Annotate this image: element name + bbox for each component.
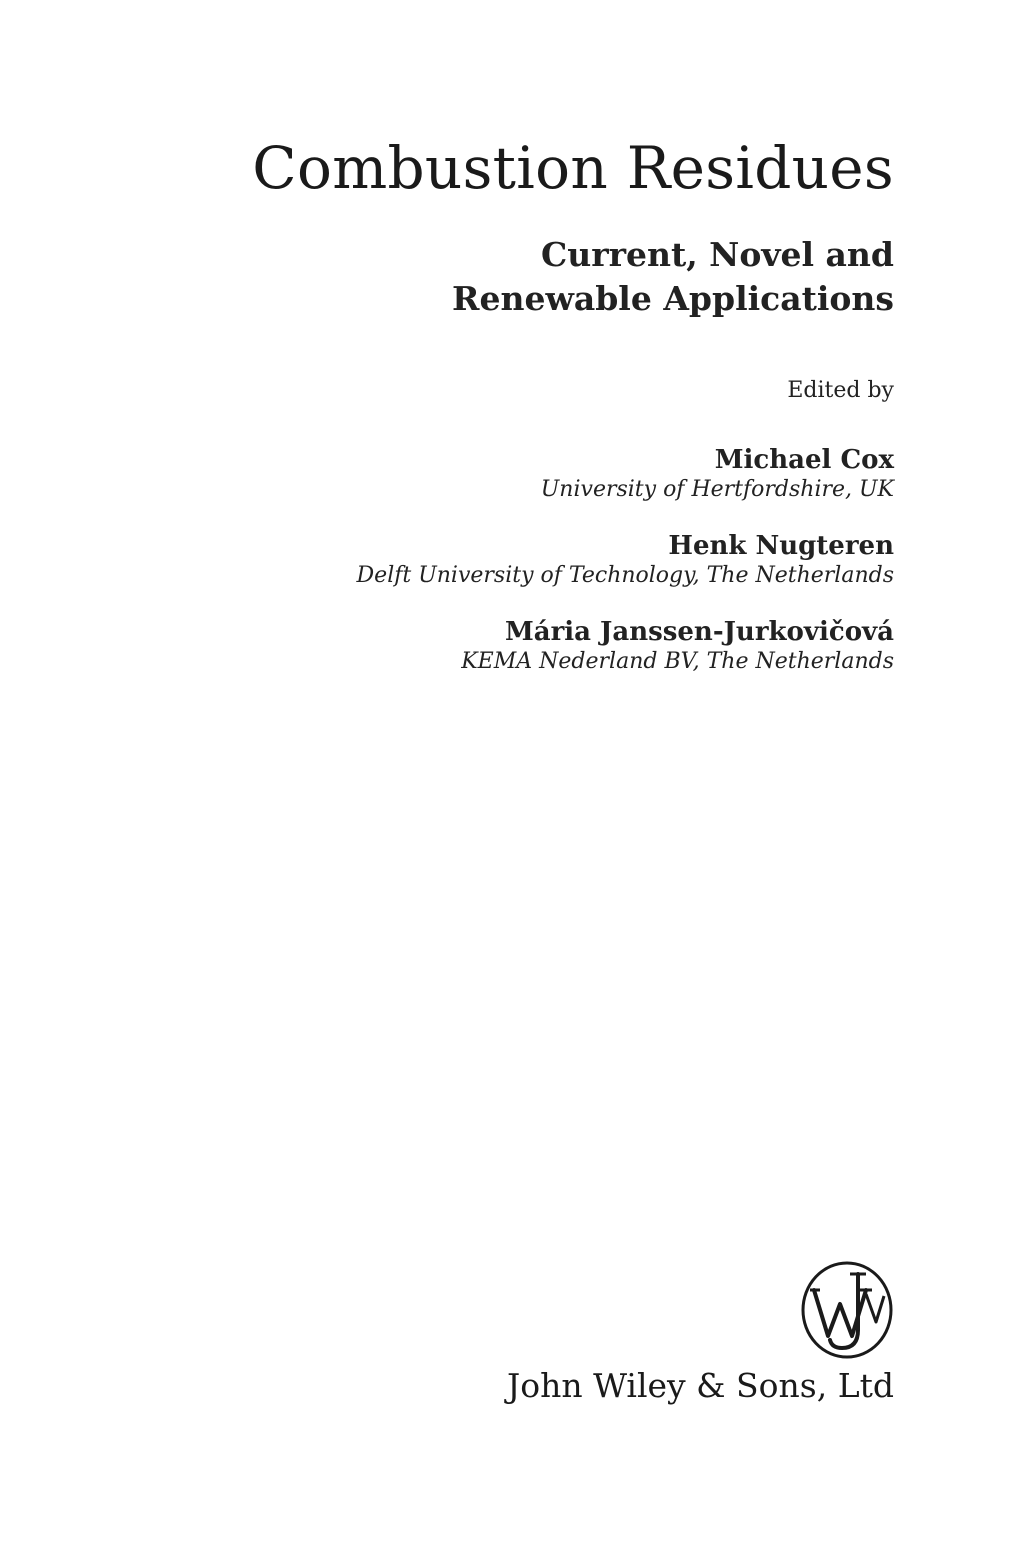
- publisher-name: John Wiley & Sons, Ltd: [506, 1366, 894, 1405]
- editor-affiliation: KEMA Nederland BV, The Netherlands: [461, 649, 894, 674]
- editor-affiliation: Delft University of Technology, The Netherlands: [356, 563, 894, 588]
- editor-name: Michael Cox: [714, 445, 894, 475]
- editor-block: [357, 530, 894, 590]
- editor-block: [541, 444, 894, 504]
- wiley-jw-logo-icon: [800, 1260, 894, 1360]
- editor-affiliation: University of Hertfordshire, UK: [540, 477, 894, 502]
- editor-name: Henk Nugteren: [668, 531, 894, 561]
- subtitle-line-2: Renewable Applications: [452, 279, 894, 318]
- subtitle-line-1: Current, Novel and: [540, 235, 894, 274]
- editor-name: Mária Janssen-Jurkovičová: [504, 617, 894, 647]
- book-subtitle: [452, 233, 894, 321]
- edited-by-label: Edited by: [787, 378, 894, 403]
- editor-block: [461, 616, 894, 676]
- book-title: Combustion Residues: [252, 134, 894, 202]
